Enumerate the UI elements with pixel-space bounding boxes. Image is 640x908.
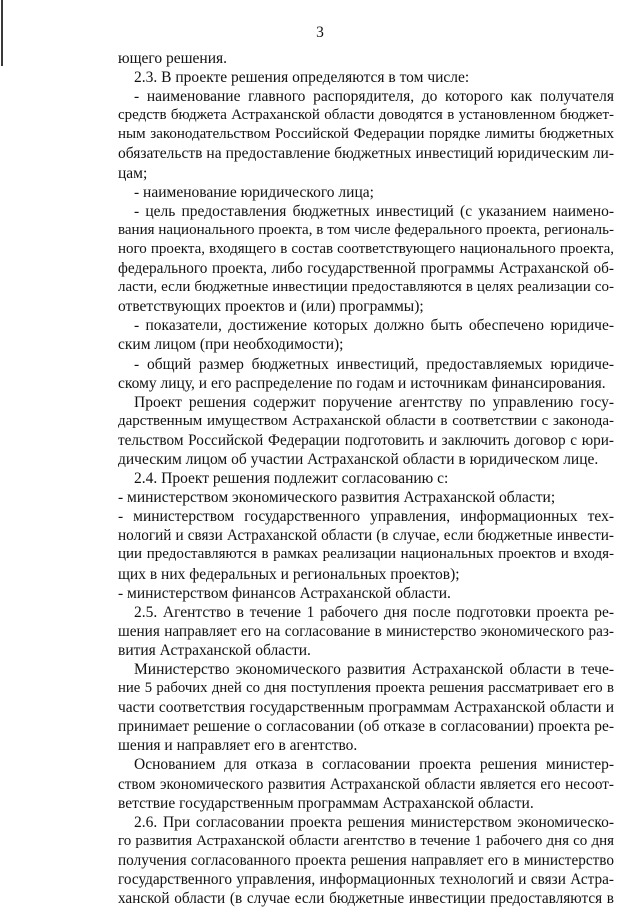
text-line: скому лицу, и его распределение по годам и источникам финансирования.	[118, 374, 606, 392]
text-line: ответствующих проектов и (или) программы);	[118, 298, 424, 316]
text-line: - наименование юридического лица;	[134, 183, 374, 201]
text-line: 2.3. В проекте решения определяются в том числе:	[134, 69, 470, 87]
text-line: ским лицом (при необходимости);	[118, 336, 344, 354]
text-line: - министерством финансов Астраханской области.	[118, 584, 451, 602]
text-line: - министерством экономического развития Астраханской области;	[118, 489, 556, 507]
text-line: ством экономического развития Астраханской области является его несоот-	[118, 775, 614, 793]
text-line: - показатели, достижение которых должно быть обеспечено юридиче-	[134, 317, 614, 335]
text-line: ного проекта, входящего в состав соответствующего национального проекта,	[118, 240, 614, 257]
text-line: Основанием для отказа в согласовании проекта решения министер-	[134, 756, 614, 774]
text-line: государственного управления, информационных технологий и связи Астра-	[118, 871, 614, 889]
text-line: принимает решение о согласовании (об отказе в согласовании) проекта ре-	[118, 718, 614, 736]
text-line: части соответствия государственным программам Астраханской области и	[118, 699, 614, 717]
text-line: дическим лицом об участии Астраханской области в юридическом лице.	[118, 450, 599, 468]
text-line: нологий и связи Астраханской области (в случае, если бюджетные инвести-	[118, 527, 614, 545]
text-line: ханской области (в случае если бюджетные инвестиции предоставляются в	[118, 890, 614, 908]
text-line: - цель предоставления бюджетных инвестиций (с указанием наимено-	[134, 202, 614, 220]
text-line: дарственным имуществом Астраханской области в соответствии с законода-	[118, 412, 614, 429]
text-line: - общий размер бюджетных инвестиций, предоставляемых юридиче-	[134, 355, 614, 373]
text-line: вития Астраханской области.	[118, 641, 311, 659]
text-line: 2.4. Проект решения подлежит согласованию с:	[134, 470, 449, 488]
text-line: шения и направляет его в агентство.	[118, 737, 358, 755]
text-line: шения направляет его на согласование в министерство экономического раз-	[118, 622, 614, 640]
text-line: средств бюджета Астраханской области доводятся в установленном бюджет-	[118, 107, 614, 124]
text-line: ветствие государственным программам Астраханской области.	[118, 794, 534, 812]
text-line: Проект решения содержит поручение агентству по управлению госу-	[134, 393, 614, 411]
text-line: федерального проекта, либо государственной программы Астраханской об-	[118, 260, 614, 278]
text-line: Министерство экономического развития Астраханской области в тече-	[134, 661, 614, 678]
text-line: щих в них федеральных и региональных проектов);	[118, 565, 460, 583]
document-body	[118, 49, 614, 908]
text-line: ние 5 рабочих дней со дня поступления проекта решения рассматривает его в	[118, 680, 614, 697]
text-line: цам;	[118, 164, 148, 182]
text-line: ным законодательством Российской Федерации порядке лимиты бюджетных	[118, 126, 614, 143]
text-line: получения согласованного проекта решения направляет его в министерство	[118, 851, 614, 869]
text-line: 2.6. При согласовании проекта решения министерством экономическо-	[134, 813, 614, 831]
text-line: ющего решения.	[118, 50, 228, 67]
text-line: 2.5. Агентство в течение 1 рабочего дня после подготовки проекта ре-	[134, 603, 614, 621]
text-line: вания национального проекта, в том числе федерального проекта, региональ-	[118, 221, 614, 238]
text-line: - наименование главного распорядителя, до которого как получателя	[134, 88, 614, 106]
page-number: 3	[316, 24, 324, 41]
text-line: тельством Российской Федерации подготовить и заключить договор с юри-	[118, 431, 614, 449]
text-line: ласти, если бюджетные инвестиции предоставляются в целях реализации со-	[118, 279, 614, 296]
text-line: ции предоставляются в рамках реализации национальных проектов и входя-	[118, 546, 614, 563]
text-line: го развития Астраханской области агентство в течение 1 рабочего дня со дня	[118, 832, 614, 849]
text-line: - министерством государственного управления, информационных тех-	[118, 508, 614, 526]
text-line: обязательств на предоставление бюджетных инвестиций юридическим ли-	[118, 145, 614, 163]
